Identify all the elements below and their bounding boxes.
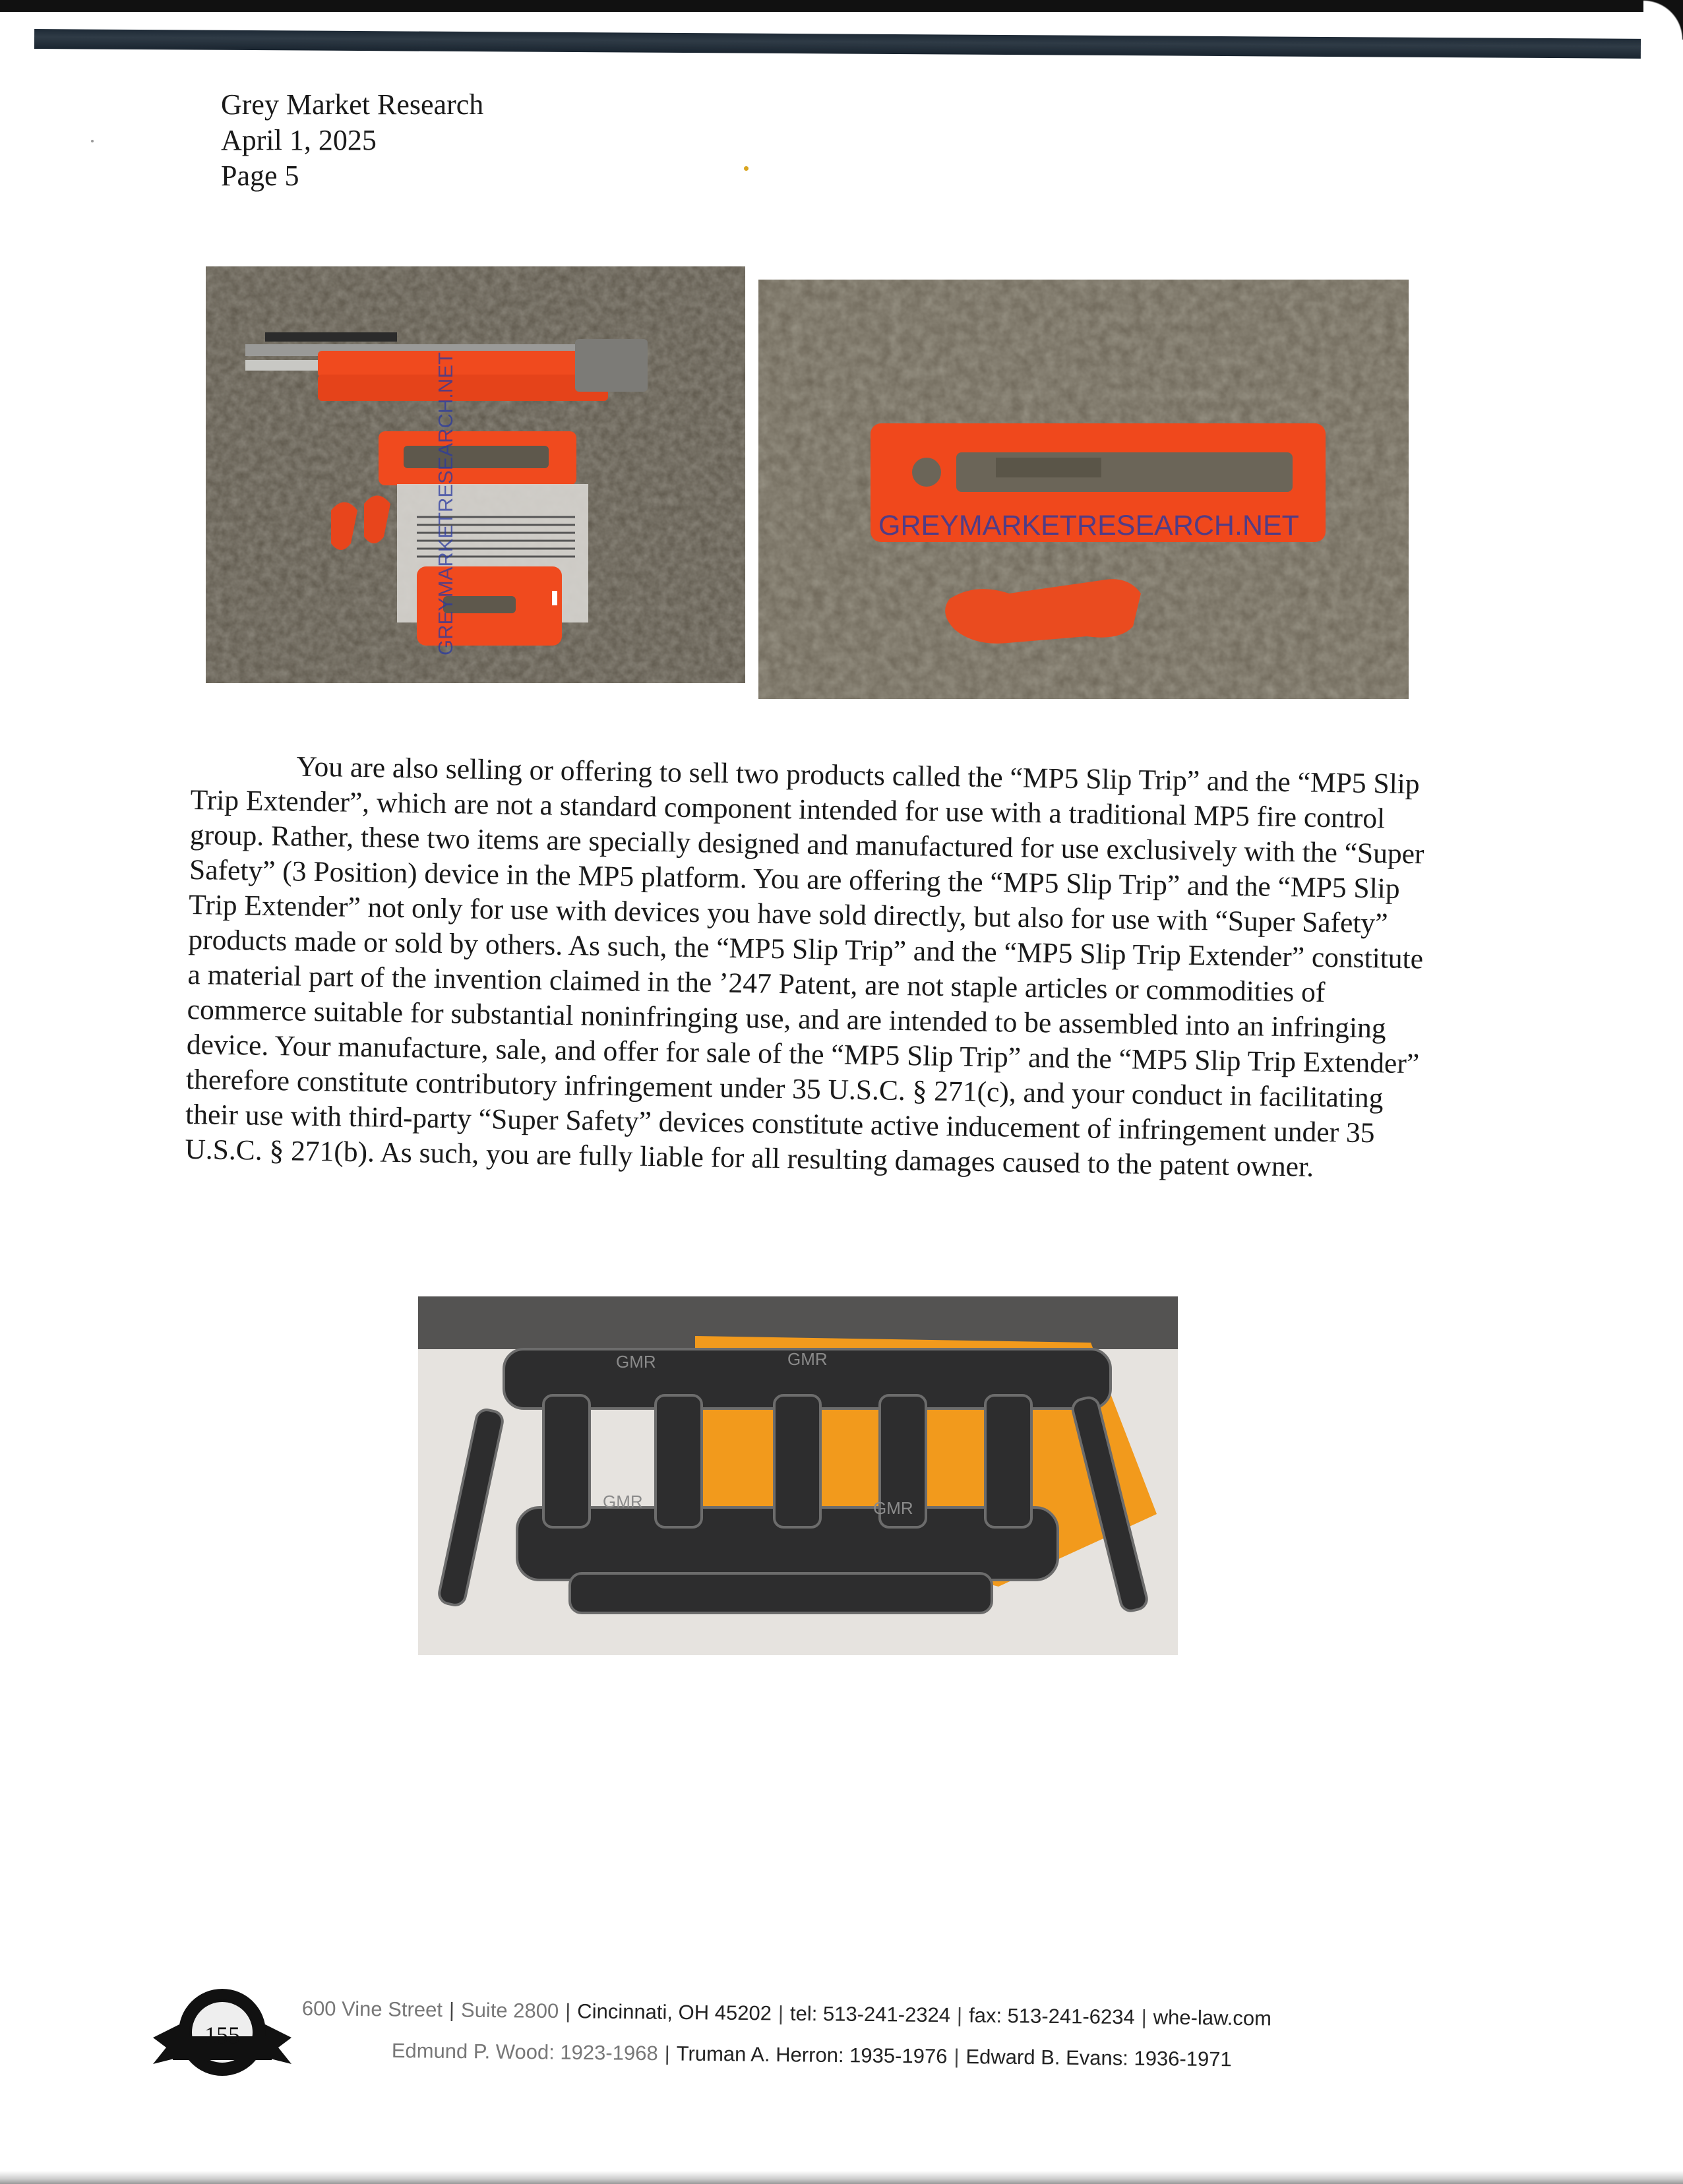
watermark-vertical: GREYMARKETRESEARCH.NET (434, 352, 457, 655)
letter-header (221, 87, 483, 194)
footer-address-line: 600 Vine Street | Suite 2800 | Cincinnati, OH 45202 | tel: 513-241-2324 | fax: 513-241-6234 | whe-law.com (301, 1997, 1272, 2030)
footer-suite: Suite 2800 (460, 1998, 559, 2023)
svg-text:GMR: GMR (603, 1492, 643, 1511)
footer-founders-line: Edmund P. Wood: 1923-1968 | Truman A. Herron: 1935-1976 | Edward B. Evans: 1936-1971 (391, 2039, 1232, 2071)
firm-logo-155 (153, 1985, 291, 2077)
photo-parts-disassembled (206, 266, 745, 683)
founder-wood: Edmund P. Wood: 1923-1968 (391, 2039, 658, 2065)
footer-city: Cincinnati, OH 45202 (577, 1999, 772, 2025)
footer-tel: tel: 513-241-2324 (789, 2001, 951, 2027)
footer-street: 600 Vine Street (301, 1997, 443, 2022)
letterhead-rule (34, 29, 1641, 59)
svg-text:GMR: GMR (616, 1352, 656, 1372)
recipient-name: Grey Market Research (221, 88, 484, 121)
founder-herron: Truman A. Herron: 1935-1976 (676, 2042, 948, 2068)
scan-edge-bottom (0, 2171, 1683, 2184)
body-paragraph: You are also selling or offering to sell two products called the “MP5 Slip Trip” and the “MP5 Slip Trip Extender”, which are not a standard component intended for use with a traditional MP5 fire control group. Rather, these two items are specially designed and manufactured for use exclusively with the “Super Safety” (3 Position) device in the MP5 platform. You are offering the “MP5 Slip Trip” and the “MP5 Slip Trip Extender” not only for use with devices you have sold directly, but also for use with “Super Safety” products made or sold by others. As such, the “MP5 Slip Trip” and the “MP5 Slip Trip Extender” constitute a material part of the invention claimed in the ’247 Patent, are not staple articles or commodities of commerce suitable for substantial noninfringing use, and are intended to be assembled into an infringing device. Your manufacture, sale, and offer for sale of the “MP5 Slip Trip” and the “MP5 Slip Trip Extender” therefore constitute contributory infringement under 35 U.S.C. § 271(c), and your conduct in facilitating their use with third-party “Super Safety” devices constitute active inducement of infringement under 35 U.S.C. § 271(b). As such, you are fully liable for all resulting damages caused to the patent owner. (185, 750, 1424, 1183)
photo-slip-trip-closeup (758, 280, 1409, 699)
scan-corner (1643, 0, 1683, 40)
svg-text:GMR: GMR (787, 1349, 828, 1369)
footer-website[interactable]: whe-law.com (1153, 2005, 1272, 2030)
scan-edge-top (0, 0, 1683, 12)
svg-text:GMR: GMR (873, 1498, 913, 1518)
body-paragraph-block (185, 748, 1431, 1186)
orange-part (318, 375, 608, 401)
logo-number: 155 (204, 2022, 240, 2048)
page-number: Page 5 (221, 160, 299, 192)
watermark-horizontal: GREYMARKETRESEARCH.NET (878, 510, 1299, 541)
letter-date: April 1, 2025 (221, 124, 377, 156)
scan-speck (91, 140, 94, 142)
photo-assembled-parts (418, 1296, 1178, 1655)
scan-speck (744, 166, 749, 171)
footer-fax: fax: 513-241-6234 (968, 2003, 1135, 2029)
founder-evans: Edward B. Evans: 1936-1971 (965, 2045, 1232, 2071)
